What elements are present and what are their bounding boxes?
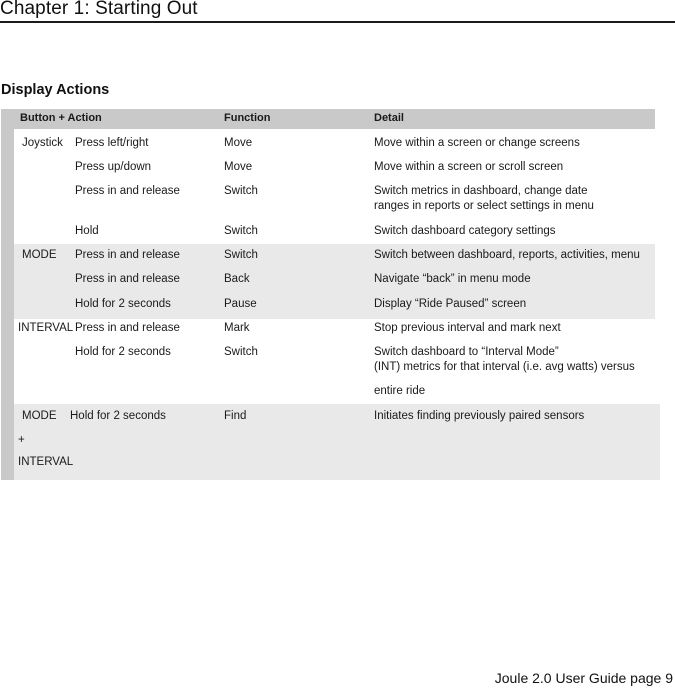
action-cell: Hold xyxy=(75,225,99,237)
detail-cell: Stop previous interval and mark next xyxy=(374,322,561,334)
detail-cell: Navigate “back” in menu mode xyxy=(374,273,531,285)
section-title: Display Actions xyxy=(1,82,110,98)
detail-cell-line-1: Switch dashboard to “Interval Mode” xyxy=(374,346,559,358)
column-header-function: Function xyxy=(224,112,271,124)
function-cell: Switch xyxy=(224,225,258,237)
button-cell-line-1: MODE xyxy=(22,410,57,422)
function-cell: Back xyxy=(224,273,250,285)
action-cell: Hold for 2 seconds xyxy=(75,298,171,310)
detail-cell: Move within a screen or scroll screen xyxy=(374,161,564,173)
button-cell-line-3: INTERVAL xyxy=(18,456,74,468)
action-cell: Press in and release xyxy=(75,322,180,334)
function-cell: Find xyxy=(224,410,247,422)
action-cell: Press up/down xyxy=(75,161,152,173)
detail-cell-line-2: ranges in reports or select settings in menu xyxy=(374,200,594,212)
table-header-row xyxy=(14,109,655,129)
table-side-bar xyxy=(1,109,14,480)
function-cell: Switch xyxy=(224,346,258,358)
button-cell: MODE xyxy=(22,249,57,261)
button-cell: Joystick xyxy=(22,137,63,149)
function-cell: Switch xyxy=(224,185,258,197)
action-cell: Press left/right xyxy=(75,137,149,149)
column-header-button-action: Button + Action xyxy=(20,112,102,124)
function-cell: Pause xyxy=(224,298,257,310)
detail-cell: Display “Ride Paused” screen xyxy=(374,298,527,310)
detail-cell: Initiates finding previously paired sensors xyxy=(374,410,585,422)
chapter-title: Chapter 1: Starting Out xyxy=(0,0,198,19)
action-cell: Hold for 2 seconds xyxy=(75,346,171,358)
action-cell: Press in and release xyxy=(75,273,180,285)
column-header-detail: Detail xyxy=(374,112,404,124)
function-cell: Mark xyxy=(224,322,250,334)
function-cell: Switch xyxy=(224,249,258,261)
page-footer: Joule 2.0 User Guide page 9 xyxy=(494,670,673,686)
detail-cell: Switch dashboard category settings xyxy=(374,225,556,237)
action-cell: Press in and release xyxy=(75,185,180,197)
action-cell: Hold for 2 seconds xyxy=(70,410,166,422)
function-cell: Move xyxy=(224,161,253,173)
function-cell: Move xyxy=(224,137,253,149)
action-cell: Press in and release xyxy=(75,249,180,261)
detail-cell-line-3: entire ride xyxy=(374,385,426,397)
button-cell: INTERVAL xyxy=(18,322,74,334)
header-rule xyxy=(0,21,675,23)
detail-cell-line-1: Switch metrics in dashboard, change date xyxy=(374,185,588,197)
detail-cell: Switch between dashboard, reports, activities, menu xyxy=(374,249,640,261)
detail-cell: Move within a screen or change screens xyxy=(374,137,580,149)
detail-cell-line-2: (INT) metrics for that interval (i.e. avg watts) versus xyxy=(374,361,635,373)
button-cell-line-2: + xyxy=(18,434,25,446)
